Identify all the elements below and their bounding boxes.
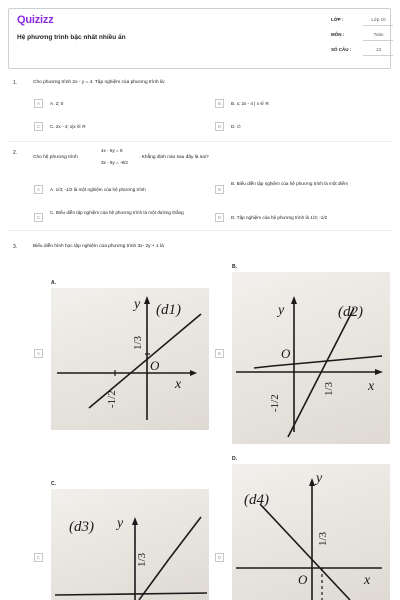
question-3-option-b-checkbox[interactable]: B (215, 349, 224, 358)
x-axis (55, 593, 207, 595)
question-3-option-b-caption: B. (232, 264, 237, 270)
x-axis-arrow (190, 370, 197, 376)
question-3-number: 3. (13, 244, 18, 250)
question-2-option-b-text: B. Biểu diễn tập nghiệm của hệ phương trình là một điểm (231, 181, 348, 186)
subject-underline (363, 40, 393, 41)
divider (8, 230, 391, 231)
question-count-label: SỐ CÂU : (331, 47, 352, 52)
y-label: y (316, 471, 323, 486)
graph-d3 (51, 489, 209, 600)
question-count-value: 13 (375, 47, 381, 52)
y-intercept-label: -1/2 (269, 394, 281, 412)
quizizz-logo: Quizizz (17, 14, 54, 26)
y-axis-arrow (144, 296, 150, 304)
question-2-text-after: . Khẳng định nào sau đây là sai? (139, 155, 209, 160)
subject-value: Toán (373, 32, 384, 37)
question-3-option-b-graph (232, 272, 390, 444)
question-3-option-c-graph (51, 489, 209, 600)
question-2-option-b-checkbox[interactable]: B (215, 185, 224, 194)
question-3-text: Biểu diễn hình học tập nghiệm của phương trình 3x- 2y + 1 là (33, 244, 164, 249)
question-3-option-a-caption: A. (51, 280, 56, 286)
question-1-option-b-checkbox[interactable]: B (215, 99, 224, 108)
origin-label: O (281, 346, 291, 361)
question-2-option-d-text: D. Tập nghiệm của hệ phương trình là 1/3; -1/2 (231, 215, 328, 220)
y-label: y (117, 516, 124, 531)
line-label: (d3) (69, 519, 94, 535)
question-2-option-a-text: A. 1/3; -1/2 là một nghiệm của hệ phương trình (50, 187, 146, 192)
question-1-option-d-text: D. ∅ (231, 124, 241, 129)
question-2-option-a-checkbox[interactable]: A (34, 185, 43, 194)
worksheet-title: Hệ phương trình bậc nhất nhiều ẩn (17, 34, 126, 41)
question-1-option-c-checkbox[interactable]: C (34, 122, 43, 131)
x-intercept-label: 1/3 (323, 381, 335, 396)
y-intercept-label: 1/3 (132, 335, 144, 350)
question-1-text: Cho phương trình 2x - y = 4. Tập nghiệm của phương trình là: (33, 80, 165, 85)
line-label: (d1) (156, 302, 181, 318)
question-2-equation-1: 4x - 6y = 8 (101, 148, 123, 153)
question-1-option-b-text: B. x; 2x - 4 | x ∈ R (231, 101, 269, 106)
question-1-option-a-checkbox[interactable]: A (34, 99, 43, 108)
y-axis-arrow (309, 478, 315, 486)
line-label: (d2) (338, 304, 363, 320)
question-2-number: 2. (13, 150, 18, 156)
question-2-option-c-checkbox[interactable]: C (34, 213, 43, 222)
question-3-option-d-checkbox[interactable]: D (215, 553, 224, 562)
question-3-option-a-checkbox[interactable]: A (34, 349, 43, 358)
x-label: x (175, 377, 182, 392)
line-label: (d4) (244, 492, 269, 508)
question-2-text-before: Cho hệ phương trình (33, 155, 78, 160)
x-label: x (364, 573, 371, 588)
x-axis-arrow (375, 369, 383, 375)
question-1-number: 1. (13, 80, 18, 86)
x-intercept-label: -1/2 (106, 390, 118, 408)
question-3-option-c-checkbox[interactable]: C (34, 553, 43, 562)
question-1-option-a-text: A. 2; 0 (50, 101, 64, 106)
x-intercept-label: 1/3 (136, 552, 148, 567)
question-2-option-c-text: C. Biểu diễn tập nghiệm của hệ phương trình là một đường thẳng (50, 210, 184, 215)
question-3-option-d-caption: D. (232, 456, 237, 462)
question-1-option-c-text: C. 2x - 4; x|x ∈ R (50, 124, 86, 129)
grade-underline (363, 25, 393, 26)
y-label: y (278, 303, 285, 318)
x-label: x (368, 379, 375, 394)
graph-d4 (232, 464, 390, 600)
question-1-option-d-checkbox[interactable]: D (215, 122, 224, 131)
question-2-equation-2: 3x - 6y = -9/2 (101, 160, 128, 165)
divider (8, 141, 391, 142)
question-3-option-c-caption: C. (51, 481, 56, 487)
subject-label: MÔN : (331, 32, 345, 37)
origin-label: O (150, 358, 160, 373)
grade-value: Lớp 10 (371, 17, 386, 22)
y-label: y (134, 297, 141, 312)
line-d3-upper (169, 517, 201, 559)
graph-d1 (51, 288, 209, 430)
question-3-option-a-graph (51, 288, 209, 430)
question-2-option-d-checkbox[interactable]: D (215, 213, 224, 222)
y-intercept-label: 1/3 (317, 531, 329, 546)
line-d2-left (254, 366, 272, 368)
question-count-underline (363, 55, 393, 56)
y-axis-arrow (132, 517, 138, 525)
y-axis-arrow (291, 296, 297, 304)
origin-label: O (298, 572, 308, 587)
graph-d2 (232, 272, 390, 444)
grade-label: LỚP : (331, 17, 344, 22)
question-3-option-d-graph (232, 464, 390, 600)
worksheet-header (8, 8, 391, 69)
